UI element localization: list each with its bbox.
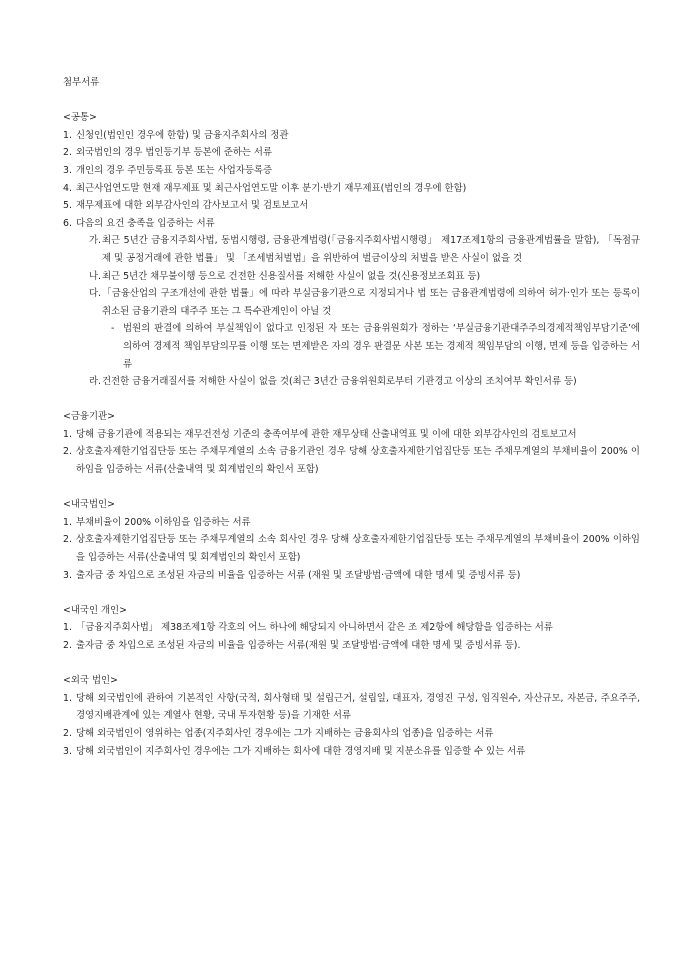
list-item bbox=[63, 127, 640, 145]
sub-item-number: 다. bbox=[89, 288, 102, 300]
section-domestic-corporation bbox=[63, 496, 640, 584]
sub-item-text: 최근 5년간 금융지주회사법, 동법시행령, 금융관계법령(「금융지주회사법시행령」 제17조제1항의 금융관계법률을 말함), 「독점규제 및 공정거래에 관한 법률」 및 「조세범처벌법」을 위반하여 벌금이상의 처벌을 받은 사실이 없을 것 bbox=[102, 235, 640, 264]
item-text: 출자금 중 차입으로 조성된 자금의 비율을 입증하는 서류 (재원 및 조달방법·금액에 대한 명세 및 증빙서류 등) bbox=[76, 569, 521, 581]
list-item bbox=[63, 725, 640, 743]
item-text: 최근사업연도말 현재 재무제표 및 최근사업연도말 이후 분기·반기 재무제표(법인의 경우에 한함) bbox=[76, 182, 467, 194]
item-number: 3. bbox=[63, 569, 72, 581]
item-number: 1. bbox=[63, 692, 72, 704]
section-heading: <금융기관> bbox=[63, 411, 115, 423]
section-heading: <외국 법인> bbox=[63, 675, 118, 687]
item-number: 1. bbox=[63, 428, 72, 440]
section-financial-institution bbox=[63, 408, 640, 478]
list-item bbox=[63, 619, 640, 637]
list-item bbox=[63, 426, 640, 444]
sub-item-number: 라. bbox=[89, 376, 102, 388]
sub-item-text: 「금융산업의 구조개선에 관한 법률」에 따라 부실금융기관으로 지정되거나 법 또는 금융관계법령에 의하여 허가·인가 또는 등록이 취소된 금융기관의 대주주 또는 그 특수관계인이 아닐 것 bbox=[102, 288, 640, 317]
item-text: 당해 외국법인에 관하여 기본적인 사항(국적, 회사형태 및 설립근거, 설립일, 대표자, 경영진 구성, 임직원수, 자산규모, 자본금, 주요주주, 경영지배관계에 있는 계열사 현황, 국내 투자현황 등)을 기재한 서류 bbox=[76, 692, 640, 722]
sub-sub-item-text: 법원의 판결에 의하여 부실책임이 없다고 인정된 자 또는 금융위원회가 정하는 ‘부실금융기관대주주의경제적책임부담기준’에 의하여 경제적 책임부담의무를 이행 또는 면제받은 자의 경우 판결문 사본 또는 경제적 책임부담의 이행, 면제 등을 입증하는 서류 bbox=[123, 323, 640, 370]
section-domestic-individual bbox=[63, 602, 640, 655]
item-text: 부채비율이 200% 이하임을 입증하는 서류 bbox=[76, 516, 251, 528]
item-number: 1. bbox=[63, 622, 72, 634]
section-common bbox=[63, 109, 640, 391]
sub-item-number: 가. bbox=[89, 235, 102, 247]
item-text: 신청인(법인인 경우에 한함) 및 금융지주회사의 정관 bbox=[76, 129, 289, 141]
item-number: 3. bbox=[63, 745, 72, 757]
page-title: 첨부서류 bbox=[63, 77, 100, 88]
list-item bbox=[63, 215, 640, 233]
list-item bbox=[63, 531, 640, 566]
list-item bbox=[63, 180, 640, 198]
item-number: 2. bbox=[63, 640, 72, 651]
item-text: 당해 금융기관에 적용되는 재무건전성 기준의 충족여부에 관한 재무상태 산출내역표 및 이에 대한 외부감사인의 검토보고서 bbox=[76, 428, 577, 440]
item-number: 3. bbox=[63, 164, 72, 176]
sub-item bbox=[89, 232, 640, 267]
item-text: 재무제표에 대한 외부감사인의 감사보고서 및 검토보고서 bbox=[76, 200, 309, 212]
sub-sub-item-dash: - bbox=[111, 323, 115, 335]
item-text: 「금융지주회사법」 제38조제1항 각호의 어느 하나에 해당되지 아니하면서 같은 조 제2항에 해당함을 입증하는 서류 bbox=[76, 622, 553, 634]
sub-item-number: 나. bbox=[89, 270, 102, 282]
list-item bbox=[63, 743, 640, 761]
item-text: 출자금 중 차입으로 조성된 자금의 비율을 입증하는 서류(재원 및 조달방법·금액에 대한 명세 및 증빙서류 등). bbox=[76, 640, 521, 651]
sub-item-text: 건전한 금융거래질서를 저해한 사실이 없을 것(최근 3년간 금융위원회로부터 기관경고 이상의 조치여부 확인서류 등) bbox=[102, 376, 577, 388]
item-number: 4. bbox=[63, 182, 72, 194]
list-item bbox=[63, 637, 640, 655]
item-text: 당해 외국법인이 영위하는 업종(지주회사인 경우에는 그가 지배하는 금융회사의 업종)을 입증하는 서류 bbox=[76, 727, 494, 739]
item-number: 1. bbox=[63, 129, 72, 141]
item-number: 2. bbox=[63, 534, 72, 546]
sub-item bbox=[89, 268, 640, 286]
item-text: 상호출자제한기업집단등 또는 주채무계열의 소속 금융기관인 경우 당해 상호출자제한기업집단등 또는 주채무계열의 부채비율이 200% 이하임을 입증하는 서류(산출내역 및 회계법인의 확인서 포함) bbox=[76, 446, 640, 476]
item-text: 외국법인의 경우 법인등기부 등본에 준하는 서류 bbox=[76, 147, 273, 159]
item-number: 1. bbox=[63, 516, 72, 528]
item-text: 개인의 경우 주민등록표 등본 또는 사업자등록증 bbox=[76, 164, 273, 176]
list-item bbox=[63, 162, 640, 180]
item-text: 다음의 요건 충족을 입증하는 서류 bbox=[76, 217, 215, 229]
list-item bbox=[63, 144, 640, 162]
sub-item-text: 최근 5년간 채무불이행 등으로 건전한 신용질서를 저해한 사실이 없을 것(신용정보조회표 등) bbox=[102, 270, 481, 282]
section-foreign-corporation bbox=[63, 672, 640, 760]
sub-item bbox=[89, 285, 640, 320]
item-text: 상호출자제한기업집단등 또는 주채무계열의 소속 회사인 경우 당해 상호출자제한기업집단등 또는 주채무계열의 부채비율이 200% 이하임을 입증하는 서류(산출내역 및 회계법인의 확인서 포함) bbox=[76, 534, 640, 564]
section-heading: <공통> bbox=[63, 112, 97, 124]
list-item bbox=[63, 567, 640, 585]
item-number: 5. bbox=[63, 200, 72, 212]
item-number: 2. bbox=[63, 727, 72, 739]
sub-item bbox=[89, 373, 640, 391]
item-number: 2. bbox=[63, 446, 72, 458]
item-number: 6. bbox=[63, 217, 72, 229]
item-number: 2. bbox=[63, 147, 72, 159]
list-item bbox=[63, 514, 640, 532]
list-item bbox=[63, 690, 640, 725]
item-text: 당해 외국법인이 지주회사인 경우에는 그가 지배하는 회사에 대한 경영지배 및 지분소유를 입증할 수 있는 서류 bbox=[76, 745, 526, 757]
section-heading: <내국인 개인> bbox=[63, 604, 127, 616]
sub-sub-item bbox=[111, 320, 640, 373]
section-heading: <내국법인> bbox=[63, 499, 115, 511]
list-item bbox=[63, 443, 640, 478]
list-item bbox=[63, 197, 640, 215]
